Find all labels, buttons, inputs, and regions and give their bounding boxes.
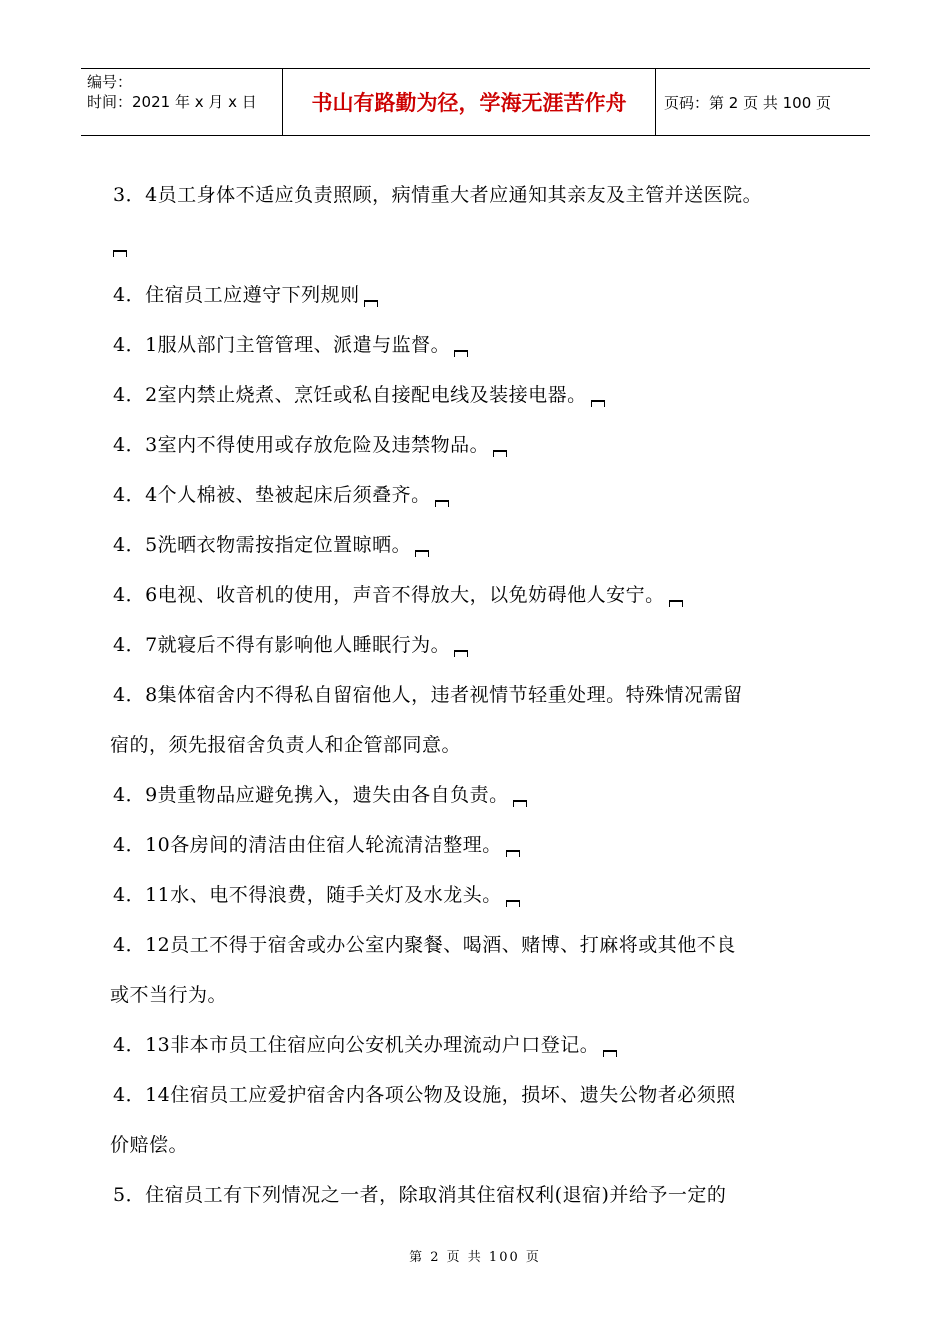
header-motto: 书山有路勤为径，学海无涯苦作舟 xyxy=(282,69,656,135)
time-label: 时间：2021 年 x 月 x 日 xyxy=(87,93,257,111)
paragraph-line: 5．住宿员工有下列情况之一者，除取消其住宿权利(退宿)并给予一定的 xyxy=(113,1184,727,1206)
paragraph-mark-icon xyxy=(506,850,520,857)
page-header xyxy=(81,68,870,136)
header-page-info: 页码：第 2 页 共 100 页 xyxy=(664,93,832,112)
paragraph-line: 4．5洗晒衣物需按指定位置晾晒。 xyxy=(113,520,843,570)
paragraph-line: 4．12员工不得于宿舍或办公室内聚餐、喝酒、赌博、打麻将或其他不良 xyxy=(113,934,736,956)
paragraph-line: 4．7就寝后不得有影响他人睡眠行为。 xyxy=(113,620,843,670)
paragraph-line: 价赔偿。 xyxy=(110,1134,189,1156)
paragraph-mark-icon xyxy=(669,600,683,607)
paragraph-line: 4．1服从部门主管管理、派遣与监督。 xyxy=(113,320,843,370)
paragraph-line: 4．2室内禁止烧煮、烹饪或私自接配电线及装接电器。 xyxy=(113,370,843,420)
paragraph-line: 或不当行为。 xyxy=(110,984,228,1006)
paragraph-mark-icon xyxy=(113,250,127,257)
paragraph-mark-icon xyxy=(493,450,507,457)
paragraph-line: 4．11水、电不得浪费，随手关灯及水龙头。 xyxy=(113,870,843,920)
paragraph-line: 4．6电视、收音机的使用，声音不得放大，以免妨碍他人安宁。 xyxy=(113,570,843,620)
paragraph-line: 4．8集体宿舍内不得私自留宿他人，违者视情节轻重处理。特殊情况需留 xyxy=(113,684,743,706)
paragraph-line: 4．3室内不得使用或存放危险及违禁物品。 xyxy=(113,420,843,470)
paragraph-mark-icon xyxy=(591,400,605,407)
paragraph-line: 4．13非本市员工住宿应向公安机关办理流动户口登记。 xyxy=(113,1020,843,1070)
paragraph-mark-icon xyxy=(454,650,468,657)
paragraph-mark-icon xyxy=(513,800,527,807)
paragraph-mark-icon xyxy=(506,900,520,907)
document-body xyxy=(110,170,843,1220)
paragraph-line: 4．9贵重物品应避免携入，遗失由各自负责。 xyxy=(113,770,843,820)
page-footer: 第 2 页 共 100 页 xyxy=(409,1250,541,1265)
paragraph-mark-icon xyxy=(603,1050,617,1057)
paragraph-mark-icon xyxy=(364,300,378,307)
paragraph-line xyxy=(113,220,843,270)
paragraph-mark-icon xyxy=(454,350,468,357)
paragraph-line: 4．10各房间的清洁由住宿人轮流清洁整理。 xyxy=(113,820,843,870)
paragraph-line: 宿的，须先报宿舍负责人和企管部同意。 xyxy=(110,734,462,756)
paragraph-mark-icon xyxy=(435,500,449,507)
paragraph-mark-icon xyxy=(415,550,429,557)
paragraph-line: 4．住宿员工应遵守下列规则 xyxy=(113,270,843,320)
paragraph-line: 3．4员工身体不适应负责照顾，病情重大者应通知其亲友及主管并送医院。 xyxy=(113,184,763,206)
number-label: 编号： xyxy=(87,73,133,91)
paragraph-line: 4．14住宿员工应爱护宿舍内各项公物及设施，损坏、遗失公物者必须照 xyxy=(113,1084,736,1106)
header-meta xyxy=(81,69,282,135)
paragraph-line: 4．4个人棉被、垫被起床后须叠齐。 xyxy=(113,470,843,520)
